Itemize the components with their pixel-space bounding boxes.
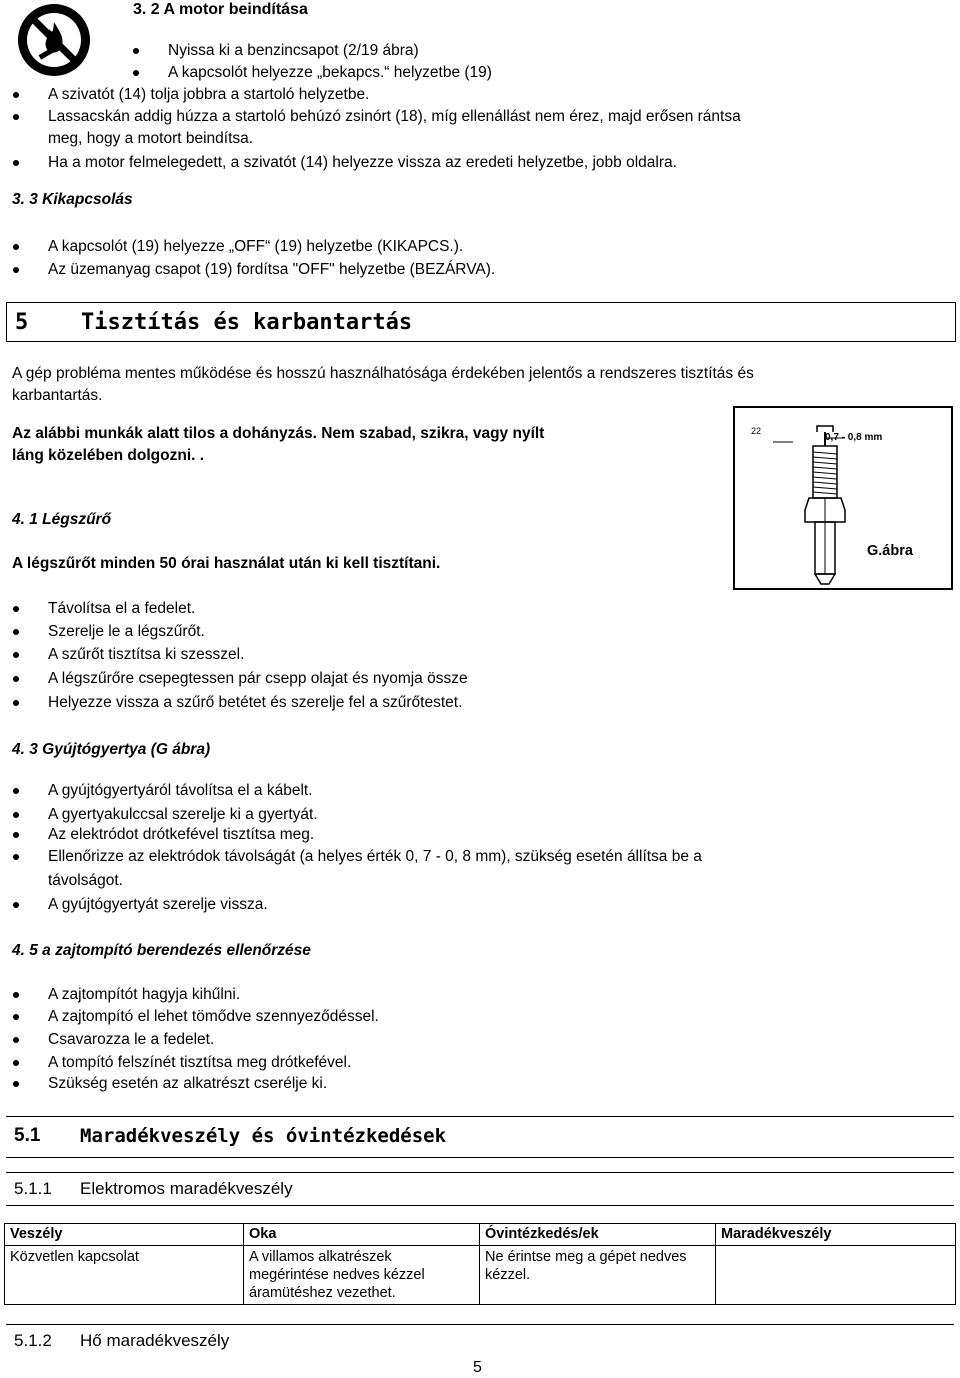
bullet-icon bbox=[13, 700, 19, 706]
electrical-risk-table bbox=[4, 1223, 956, 1305]
table-header-cell: Oka bbox=[244, 1224, 480, 1246]
bullet-icon bbox=[13, 160, 19, 166]
section-4-1-title: 4. 1 Légszűrő bbox=[12, 511, 112, 528]
safety-warning: Az alábbi munkák alatt tilos a dohányzás. Nem szabad, szikra, vagy nyílt bbox=[12, 425, 545, 442]
bullet-icon bbox=[13, 812, 19, 818]
no-open-flame-icon bbox=[16, 2, 92, 78]
bullet-icon bbox=[13, 606, 19, 612]
bullet-icon bbox=[13, 244, 19, 250]
section-number: 5.1 bbox=[14, 1125, 41, 1146]
bullet-icon bbox=[13, 676, 19, 682]
section-number: 5.1.2 bbox=[14, 1331, 52, 1350]
figure-caption: G.ábra bbox=[867, 543, 913, 559]
table-cell: A villamos alkatrészek megérintése nedves kézzel áramütéshez vezethet. bbox=[244, 1246, 480, 1305]
page-number: 5 bbox=[473, 1359, 482, 1376]
section-title: Hő maradékveszély bbox=[80, 1331, 230, 1350]
table-cell bbox=[716, 1246, 956, 1305]
part-number-label: 22 bbox=[751, 426, 762, 436]
section-title: Maradékveszély és óvintézkedések bbox=[80, 1125, 447, 1147]
bullet-icon bbox=[13, 629, 19, 635]
gap-label: 0,7 - 0,8 mm bbox=[825, 432, 883, 443]
spark-plug-figure bbox=[733, 406, 953, 590]
section-number: 5 bbox=[15, 310, 29, 335]
section-title: Tisztítás és karbantartás bbox=[81, 310, 413, 335]
bullet-icon bbox=[13, 267, 19, 273]
bullet-icon bbox=[133, 48, 139, 54]
section-5-1-2-heading bbox=[6, 1324, 954, 1357]
section-3-3-title: 3. 3 Kikapcsolás bbox=[12, 191, 133, 208]
bullet-icon bbox=[13, 652, 19, 658]
section-5-1-1-heading bbox=[6, 1172, 954, 1206]
bullet-icon bbox=[13, 1037, 19, 1043]
section-4-1-lead: A légszűrőt minden 50 órai használat után ki kell tisztítani. bbox=[12, 555, 441, 572]
table-cell: Közvetlen kapcsolat bbox=[5, 1246, 244, 1305]
bullet-icon bbox=[13, 854, 19, 860]
section-number: 5.1.1 bbox=[14, 1179, 52, 1198]
table-header-cell: Maradékveszély bbox=[716, 1224, 956, 1246]
table-header-row bbox=[5, 1224, 956, 1246]
bullet-icon bbox=[13, 992, 19, 998]
bullet-icon bbox=[13, 1081, 19, 1087]
table-row bbox=[5, 1246, 956, 1305]
bullet-icon bbox=[13, 1014, 19, 1020]
bullet-icon bbox=[13, 788, 19, 794]
section-4-3-title: 4. 3 Gyújtógyertya (G ábra) bbox=[12, 741, 211, 758]
section-5-heading bbox=[6, 302, 956, 342]
bullet-icon bbox=[13, 1060, 19, 1066]
section-title: Elektromos maradékveszély bbox=[80, 1179, 293, 1198]
bullet-icon bbox=[133, 70, 139, 76]
section-5-intro-cont: karbantartás. bbox=[12, 387, 103, 404]
bullet-icon bbox=[13, 114, 19, 120]
table-header-cell: Óvintézkedés/ek bbox=[480, 1224, 716, 1246]
spark-plug-icon bbox=[765, 418, 885, 588]
section-3-2-title: 3. 2 A motor beindítása bbox=[133, 1, 308, 18]
bullet-icon bbox=[13, 832, 19, 838]
bullet-icon bbox=[13, 902, 19, 908]
section-5-1-heading bbox=[6, 1116, 954, 1158]
bullet-icon bbox=[13, 92, 19, 98]
table-cell: Ne érintse meg a gépet nedves kézzel. bbox=[480, 1246, 716, 1305]
section-5-intro: A gép probléma mentes működése és hosszú használhatósága érdekében jelentős a rendszeres tisztítás és bbox=[12, 365, 754, 382]
safety-warning-cont: láng közelében dolgozni. . bbox=[12, 447, 205, 464]
table-header-cell: Veszély bbox=[5, 1224, 244, 1246]
section-4-5-title: 4. 5 a zajtompító berendezés ellenőrzése bbox=[12, 942, 311, 959]
